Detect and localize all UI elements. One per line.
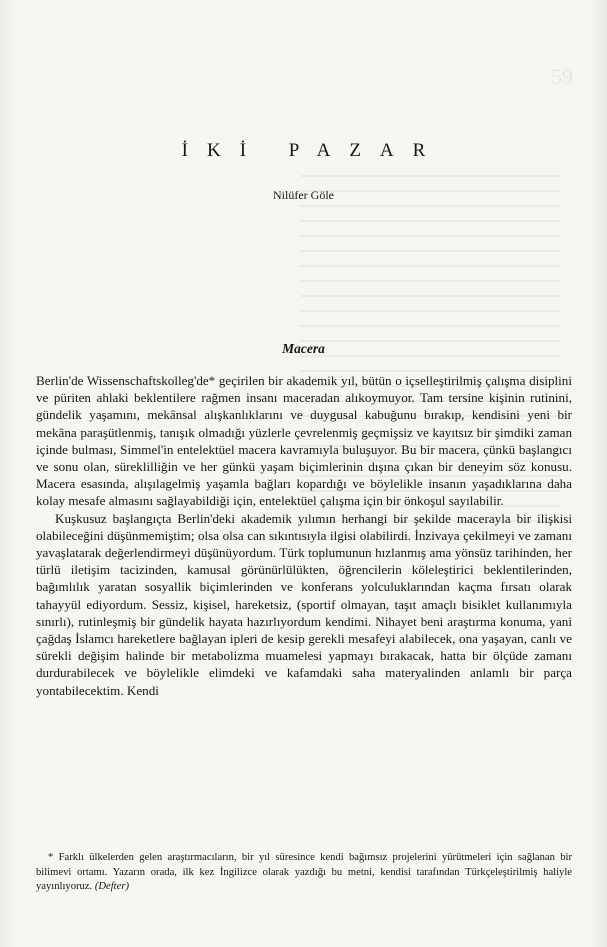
footnote-text: * Farklı ülkelerden gelen araştırmacıların, bir yıl süresince kendi bağımsız projelerini yürütmeleri için sağlanan bir bilimevi ortamı. Yazarın orada, ilk kez İngilizce olarak yazdığı bu metni, kendisi tarafından Türkçeleştirilmiş haliyle yayınlıyoruz. bbox=[36, 852, 572, 893]
bleed-through-page-number: 59 bbox=[551, 64, 573, 89]
section-heading: Macera bbox=[282, 341, 325, 356]
author-name: Nilüfer Göle bbox=[273, 188, 334, 202]
footnote bbox=[36, 851, 572, 895]
paragraph: Kuşkusuz başlangıçta Berlin'deki akademik yılımın herhangi bir şekilde macerayla bir ilişkisi olabileceğini düşünmemiştim; olsa olsa can sıkıntısıyla ilgisi olabilirdi. İnzivaya çekilmeyi ve zamanı yavaşlatarak değerlendirmeyi düşünüyordum. Türk toplumunun hızlanmış ama yönsüz tarihinden, her türlü iletişim tacizinden, kamusal görünürlülükten, öğrencilerin köleleştirici beklentilerinden, bağımlılık yaratan sosyallik biçimlerinden ve konferans yolculuklarından kaçma fırsatı olarak tahayyül ediyordum. Sessiz, kişisel, hareketsiz, (sportif olmayan, taşıt amaçlı bisiklet kullanımıyla sınırlı), rutinleşmiş bir gündelik hayata hazırlıyordum kendimi. Nihayet beni araştırma konuma, yani çağdaş İslamcı hareketlere bağlayan ipleri de kesip gerekli mesafeyi alabilecek, ona yaşayan, canlı ve sürekli değişim halinde bir metabolizma muamelesi yapmayı bırakacak, hatta bir ölçüde zamanı durdurabilecek ve böylelikle elimdeki ve kafamdaki saha materyalinden anlamlı bir parça yontabilecektim. Kendi bbox=[36, 510, 572, 698]
chapter-title: İKİ PAZAR bbox=[181, 139, 445, 161]
body-text bbox=[36, 372, 572, 699]
footnote-source: (Defter) bbox=[94, 881, 129, 893]
paragraph: Berlin'de Wissenschaftskolleg'de* geçirilen bir akademik yıl, bütün o içselleştirilmiş çalışma disiplini ve püriten ahlaki beklentilere rağmen insanı maceradan alıkoymuyor. Tam tersine kişinin rutinini, gündelik yaşamını, mekânsal alışkanlıklarını ve duygusal kabuğunu bırakıp, kendisini yeni bir mekâna paraşütlenmiş, tanışık olmadığı yüzlerle çevrelenmiş geçmişsiz ve kayıtsız bir şimdiki zaman içinde bulması, Simmel'in entelektüel macera kavramıyla buluşuyor. Bu bir macera, çünkü başlangıcı ve sonu olan, süreklilliğin ve her günkü yaşam biçimlerinin dışına çıkan bir deneyim söz konusu. Macera esasında, alışılagelmiş yaşamla bağları kopardığı ve böylelikle insanın yaşadıklarına daha kolay mesafe almasını sağlayabildiği için, entelektüel çalışma için bir önkoşul sayılabilir. bbox=[36, 373, 572, 509]
